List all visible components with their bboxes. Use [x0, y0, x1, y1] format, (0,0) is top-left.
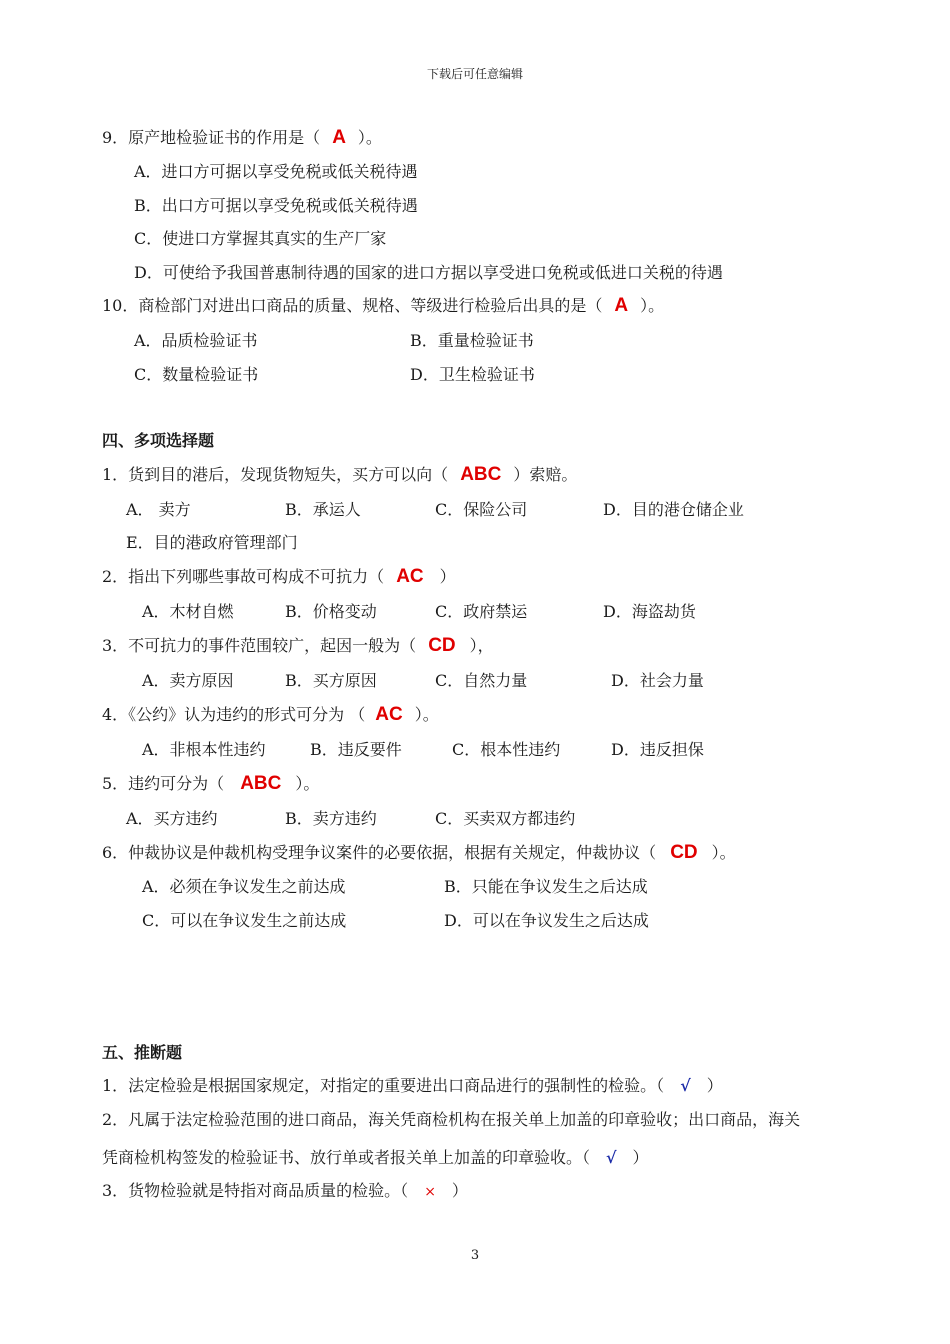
- mq3-option-d: D．社会力量: [611, 671, 704, 690]
- mq3-text: 3．不可抗力的事件范围较广，起因一般为（: [102, 636, 417, 655]
- mq1-option-d: D．目的港仓储企业: [603, 500, 744, 519]
- j3-text: 3．货物检验就是特指对商品质量的检验。（: [102, 1181, 409, 1200]
- judgement-1: [102, 1076, 723, 1096]
- mq5-answer: ABC: [240, 773, 282, 794]
- mq1-option-c: C．保险公司: [435, 500, 528, 519]
- q9-option-a: A．进口方可据以享受免税或低关税待遇: [134, 162, 418, 181]
- mq5-text: 5．违约可分为（: [102, 774, 225, 793]
- question-10-text: 10．商检部门对进出口商品的质量、规格、等级进行检验后出具的是（: [102, 296, 603, 315]
- mq2-answer: AC: [396, 566, 424, 587]
- mq3-answer: CD: [428, 635, 456, 656]
- mq3-option-a: A．卖方原因: [142, 671, 234, 690]
- question-10: [102, 296, 664, 316]
- multi-question-5: [102, 774, 319, 794]
- page-number: 3: [470, 1248, 480, 1263]
- mq2-text: 2．指出下列哪些事故可构成不可抗力（: [102, 567, 385, 586]
- q10-option-c: C．数量检验证书: [134, 365, 259, 384]
- multi-question-1: [102, 465, 577, 485]
- section-5-heading: 五、推断题: [102, 1043, 183, 1062]
- mq1-option-a: A． 卖方: [126, 500, 191, 519]
- mq4-text: 4．《公约》认为违约的形式可分为 （: [102, 705, 366, 724]
- q10-option-a: A．品质检验证书: [134, 331, 258, 350]
- q9-option-b: B．出口方可据以享受免税或低关税待遇: [134, 196, 418, 215]
- j2-text: 凭商检机构签发的检验证书、放行单或者报关单上加盖的印章验收。（: [102, 1148, 591, 1167]
- j2-end: ）: [632, 1148, 649, 1167]
- mq4-option-a: A．非根本性违约: [142, 740, 266, 759]
- judgement-2-line-1: 2．凡属于法定检验范围的进口商品，海关凭商检机构在报关单上加盖的印章验收；出口商品，海关: [102, 1110, 801, 1129]
- mq6-option-c: C．可以在争议发生之前达成: [142, 911, 347, 930]
- judgement-3: [102, 1181, 468, 1202]
- question-9-text: 9．原产地检验证书的作用是（: [102, 128, 321, 147]
- j3-end: ）: [451, 1181, 468, 1200]
- mq5-option-b: B．卖方违约: [285, 809, 377, 828]
- judgement-2-line-2: [102, 1148, 649, 1168]
- mq3-end: ），: [469, 636, 494, 655]
- page-header: 下载后可任意编辑: [426, 67, 523, 81]
- j1-text: 1．法定检验是根据国家规定，对指定的重要进出口商品进行的强制性的检验。（: [102, 1076, 665, 1095]
- j1-check-mark: √: [680, 1076, 691, 1095]
- multi-question-6: [102, 843, 736, 863]
- q9-option-d: D．可使给予我国普惠制待遇的国家的进口方据以享受进口免税或低进口关税的待遇: [134, 263, 723, 282]
- question-9: [102, 128, 382, 148]
- mq4-option-b: B．违反要件: [310, 740, 402, 759]
- mq6-text: 6．仲裁协议是仲裁机构受理争议案件的必要依据，根据有关规定，仲裁协议（: [102, 843, 657, 862]
- mq2-option-a: A．木材自燃: [142, 602, 234, 621]
- q9-option-c: C．使进口方掌握其真实的生产厂家: [134, 229, 387, 248]
- mq5-option-c: C．买卖双方都违约: [435, 809, 576, 828]
- mq2-option-b: B．价格变动: [285, 602, 377, 621]
- mq4-end: ）。: [414, 705, 439, 724]
- q10-option-b: B．重量检验证书: [410, 331, 534, 350]
- mq2-option-c: C．政府禁运: [435, 602, 528, 621]
- question-10-answer: A: [614, 295, 629, 316]
- j1-end: ）: [706, 1076, 723, 1095]
- mq3-option-c: C．自然力量: [435, 671, 528, 690]
- mq1-text: 1．货到目的港后，发现货物短失，买方可以向（: [102, 465, 449, 484]
- mq5-option-a: A．买方违约: [126, 809, 218, 828]
- mq6-answer: CD: [670, 842, 698, 863]
- mq4-option-d: D．违反担保: [611, 740, 704, 759]
- mq2-end: ）: [439, 567, 456, 586]
- mq1-option-b: B．承运人: [285, 500, 361, 519]
- mq1-option-e: E．目的港政府管理部门: [126, 533, 298, 552]
- mq6-end: ）。: [711, 843, 736, 862]
- multi-question-2: [102, 567, 456, 587]
- j2-check-mark: √: [606, 1148, 617, 1167]
- multi-question-3: [102, 636, 494, 656]
- mq6-option-a: A．必须在争议发生之前达成: [142, 877, 346, 896]
- mq3-option-b: B．买方原因: [285, 671, 377, 690]
- j3-cross-mark: ×: [424, 1184, 436, 1200]
- mq2-option-d: D．海盗劫货: [603, 602, 696, 621]
- q10-option-d: D．卫生检验证书: [410, 365, 535, 384]
- multi-question-4: [102, 705, 439, 725]
- mq6-option-d: D．可以在争议发生之后达成: [444, 911, 649, 930]
- question-10-end: ）。: [640, 296, 665, 315]
- mq1-answer: ABC: [460, 464, 502, 485]
- mq1-end: ）索赔。: [513, 465, 578, 484]
- question-9-end: ）。: [357, 128, 382, 147]
- section-4-heading: 四、多项选择题: [102, 431, 215, 450]
- question-9-answer: A: [332, 127, 346, 148]
- mq4-answer: AC: [375, 704, 403, 725]
- mq5-end: ）。: [295, 774, 320, 793]
- mq6-option-b: B．只能在争议发生之后达成: [444, 877, 648, 896]
- mq4-option-c: C．根本性违约: [452, 740, 561, 759]
